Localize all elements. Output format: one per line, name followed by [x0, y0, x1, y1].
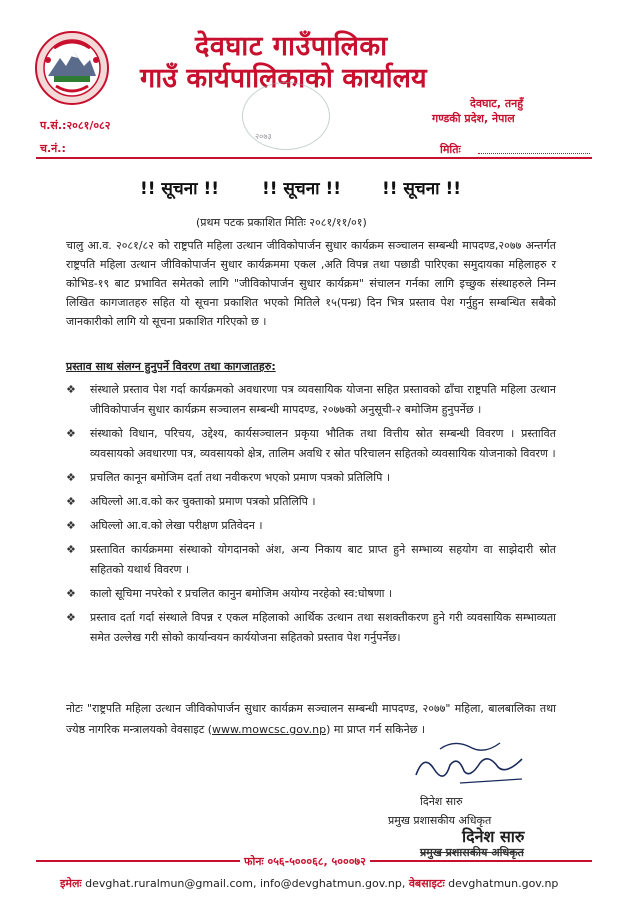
diamond-bullet-icon: ❖: [66, 495, 76, 508]
handwritten-signature-icon: [410, 735, 530, 793]
documents-subheading: प्रस्ताव साथ संलग्न हुनुपर्ने विवरण तथा कागजातहरु:: [66, 360, 276, 373]
diamond-bullet-icon: ❖: [66, 543, 76, 556]
notice-heading-2: !! सूचना !!: [262, 179, 341, 199]
list-item: ❖ प्रस्तावित कार्यक्रममा संस्थाको योगदानको अंश, अन्य निकाय बाट प्राप्त हुने सम्भाव्य सहयोग वा साझेदारी स्रोत सहितको यथार्थ विवरण ।: [66, 540, 556, 580]
note-paragraph: नोटः "राष्ट्रपति महिला उत्थान जीविकोपार्जन सुधार कार्यक्रम सञ्चालन सम्बन्धी मापदण्ड, २०७७" महिला, बालबालिका तथा ज्येष्ठ नागरिक मन्त्रालयको वेवसाइट (www.mowcsc.gov.np) मा प्राप्त गर्न सकिनेछ ।: [66, 702, 556, 736]
website-link[interactable]: devghatmun.gov.np: [448, 877, 559, 890]
list-item: ❖ कालो सूचिमा नपरेको र प्रचलित कानुन बमोजिम अयोग्य नरहेको स्व:घोषणा ।: [66, 584, 556, 604]
list-item: ❖ प्रचलित कानून बमोजिम दर्ता तथा नवीकरण भएको प्रमाण पत्रको प्रतिलिपि ।: [66, 468, 556, 488]
diamond-bullet-icon: ❖: [66, 471, 76, 484]
signatory-role: प्रमुख प्रशासकीय अधिकृत: [388, 814, 492, 827]
address-line2: गण्डकी प्रदेश, नेपाल: [432, 112, 515, 125]
header-divider: [36, 157, 592, 159]
email-addresses[interactable]: devghat.ruralmun@gmail.com, info@devghatmun.gov.np,: [85, 877, 406, 890]
diamond-bullet-icon: ❖: [66, 587, 76, 600]
publication-date: (प्रथम पटक प्रकाशित मितिः २०८१/११/०१): [196, 216, 367, 229]
chalani-number: च.नं.:: [40, 142, 66, 155]
signatory-name: दिनेश सारु: [420, 795, 463, 808]
diamond-bullet-icon: ❖: [66, 427, 76, 440]
footer-contacts: [60, 876, 558, 891]
list-item: ❖ अघिल्लो आ.व.को लेखा परीक्षण प्रतिवेदन ।: [66, 516, 556, 536]
diamond-bullet-icon: ❖: [66, 611, 76, 624]
stamp-name: दिनेश सारु: [462, 827, 525, 846]
email-label: इमेलः: [60, 877, 82, 890]
list-item: ❖ प्रस्ताव दर्ता गर्दा संस्थाले विपन्न र एकल महिलाको आर्थिक उत्थान तथा सशक्तीकरण हुने गरी व्यवसायिक सम्भाव्यता समेत उल्लेख गरी सोको कार्यान्वयन कार्ययोजना सहितको प्रस्ताव पेश गर्नुपर्नेछ।: [66, 608, 556, 648]
address-line1: देवघाट, तनहुँ: [470, 97, 524, 110]
list-item: ❖ संस्थाको विधान, परिचय, उद्देश्य, कार्यसञ्चालन प्रकृया भौतिक तथा वित्तीय स्रोत सम्बन्धी विवरण । प्रस्तावित व्यवसायको अवधारणा पत्र, व्यवसायको क्षेत्र, तालिम अवधि र स्रोत परिचालन सहितको व्यवसायिक योजनाको विवरण ।: [66, 424, 556, 464]
nepal-emblem-icon: [34, 30, 110, 106]
notice-heading-1: !! सूचना !!: [140, 179, 219, 199]
list-item: ❖ अघिल्लो आ.व.को कर चुक्ताको प्रमाण पत्रको प्रतिलिपि ।: [66, 492, 556, 512]
notice-heading-3: !! सूचना !!: [382, 179, 461, 199]
date-line: [478, 153, 590, 154]
office-title-line1: देवघाट गाउँपालिका: [195, 31, 388, 62]
office-title-line2: गाउँ कार्यपालिकाको कार्यालय: [140, 63, 427, 94]
diamond-bullet-icon: ❖: [66, 383, 76, 396]
diamond-bullet-icon: ❖: [66, 519, 76, 532]
documents-list: [66, 380, 556, 652]
ministry-website-link[interactable]: www.mowcsc.gov.np: [212, 723, 327, 736]
stamp-text: २०७३: [255, 132, 272, 141]
date-label: मितिः: [440, 143, 461, 156]
official-stamp: [242, 82, 330, 150]
phone-numbers: फोनः ०५६-५०००६८, ५०००७२: [240, 854, 370, 869]
reference-number: प.सं.:२०८१/०८२: [40, 119, 111, 132]
website-label: वेबसाइटः: [408, 877, 445, 890]
stamp-role: प्रमुख प्रशासकीय अधिकृत: [420, 846, 524, 859]
list-item: ❖ संस्थाले प्रस्ताव पेश गर्दा कार्यक्रमको अवधारणा पत्र व्यवसायिक योजना सहित प्रस्तावको ढाँचा राष्ट्रपति महिला उत्थान जीविकोपार्जन सुधार कार्यक्रम सञ्चालन सम्बन्धी मापदण्ड, २०७७को अनुसूची-२ बमोजिम हुनुपर्नेछ ।: [66, 380, 556, 420]
intro-paragraph: चालु आ.व. २०८१/८२ को राष्ट्रपति महिला उत्थान जीविकोपार्जन सुधार कार्यक्रम सञ्चालन सम्बन्धी मापदण्ड,२०७७ अन्तर्गत राष्ट्रपति महिला उत्थान जीविकोपार्जन सुधार कार्यक्रममा एकल ,अति विपन्न तथा पछाडी पारिएका समुदायका महिलाहरु र कोभिड-१९ बाट प्रभावित समेतको लागि "जीविकोपार्जन सुधार कार्यक्रम" संचालन गर्नका लागि इच्छुक संस्थाहरुले निम्न लिखित कागजातहरु सहित यो सूचना प्रकाशित भएको मितिले १५(पन्ध्र) दिन भित्र प्रस्ताव पेश गर्नुहुन सम्बन्धित सबैको जानकारीको लागि यो सूचना प्रकाशित गरिएको छ ।: [66, 239, 556, 328]
